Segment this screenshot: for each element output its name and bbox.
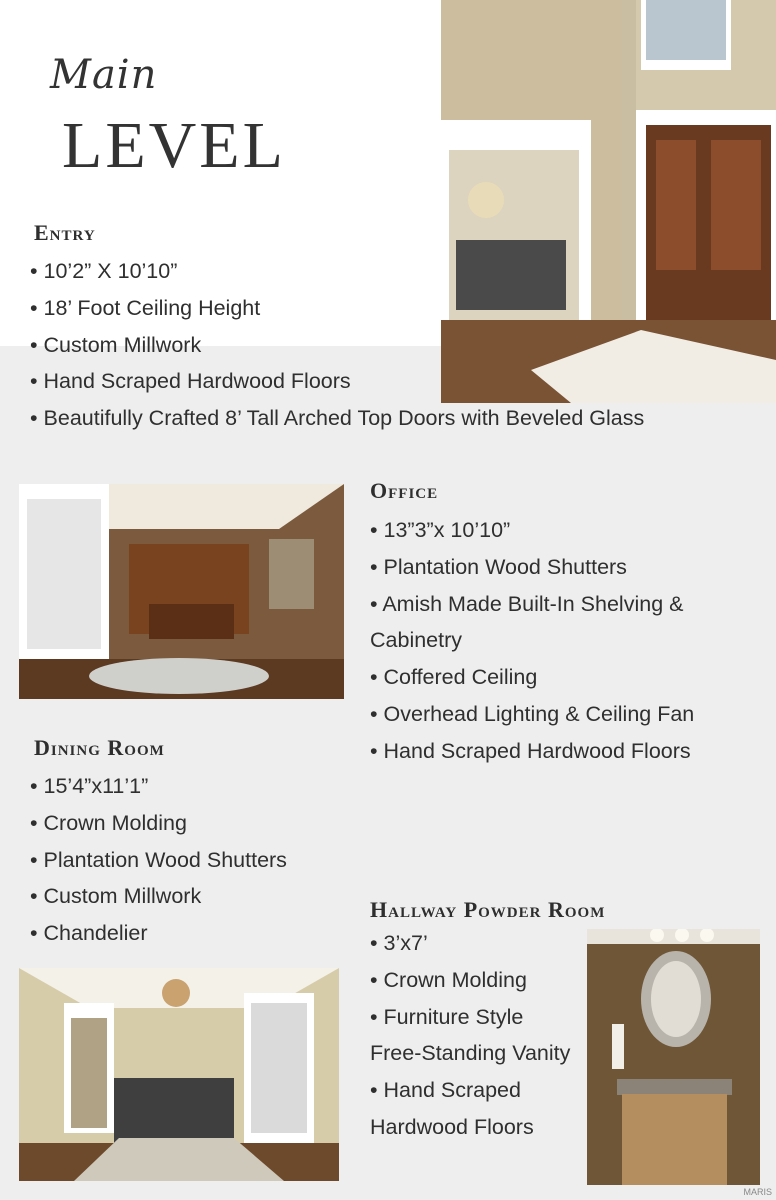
list-item: • Furniture Style Free-Standing Vanity	[370, 999, 575, 1073]
list-item: • Plantation Wood Shutters	[30, 842, 287, 879]
dining-photo	[19, 968, 339, 1181]
entry-list	[30, 253, 644, 437]
title-script: Main	[50, 52, 158, 98]
list-item: • 3’x7’	[370, 925, 575, 962]
list-item: • Hand Scraped Hardwood Floors	[370, 1072, 575, 1146]
dining-heading: Dining Room	[34, 735, 165, 760]
list-item: • Overhead Lighting & Ceiling Fan	[370, 696, 760, 733]
list-item: • Hand Scraped Hardwood Floors	[30, 363, 644, 400]
powder-list	[370, 925, 575, 1146]
list-item: • Chandelier	[30, 915, 287, 952]
office-list	[370, 512, 760, 770]
powder-heading: Hallway Powder Room	[370, 897, 606, 922]
watermark: MARIS	[743, 1187, 772, 1197]
entry-heading: Entry	[34, 220, 96, 245]
list-item: • Plantation Wood Shutters	[370, 549, 760, 586]
list-item: • Coffered Ceiling	[370, 659, 760, 696]
list-item: • Custom Millwork	[30, 878, 287, 915]
list-item: • Crown Molding	[370, 962, 575, 999]
list-item: • 15’4”x11’1”	[30, 768, 287, 805]
list-item: • Crown Molding	[30, 805, 287, 842]
list-item: • Beautifully Crafted 8’ Tall Arched Top Doors with Beveled Glass	[30, 400, 644, 437]
dining-list	[30, 768, 287, 952]
powder-room-photo	[587, 929, 760, 1185]
list-item: • 18’ Foot Ceiling Height	[30, 290, 644, 327]
list-item: • Amish Made Built-In Shelving & Cabinetry	[370, 586, 760, 660]
list-item: • Custom Millwork	[30, 327, 644, 364]
list-item: • Hand Scraped Hardwood Floors	[370, 733, 760, 770]
office-heading: Office	[370, 478, 439, 503]
title-main: LEVEL	[62, 109, 286, 182]
office-photo	[19, 484, 344, 699]
list-item: • 13”3”x 10’10”	[370, 512, 760, 549]
list-item: • 10’2” X 10’10”	[30, 253, 644, 290]
